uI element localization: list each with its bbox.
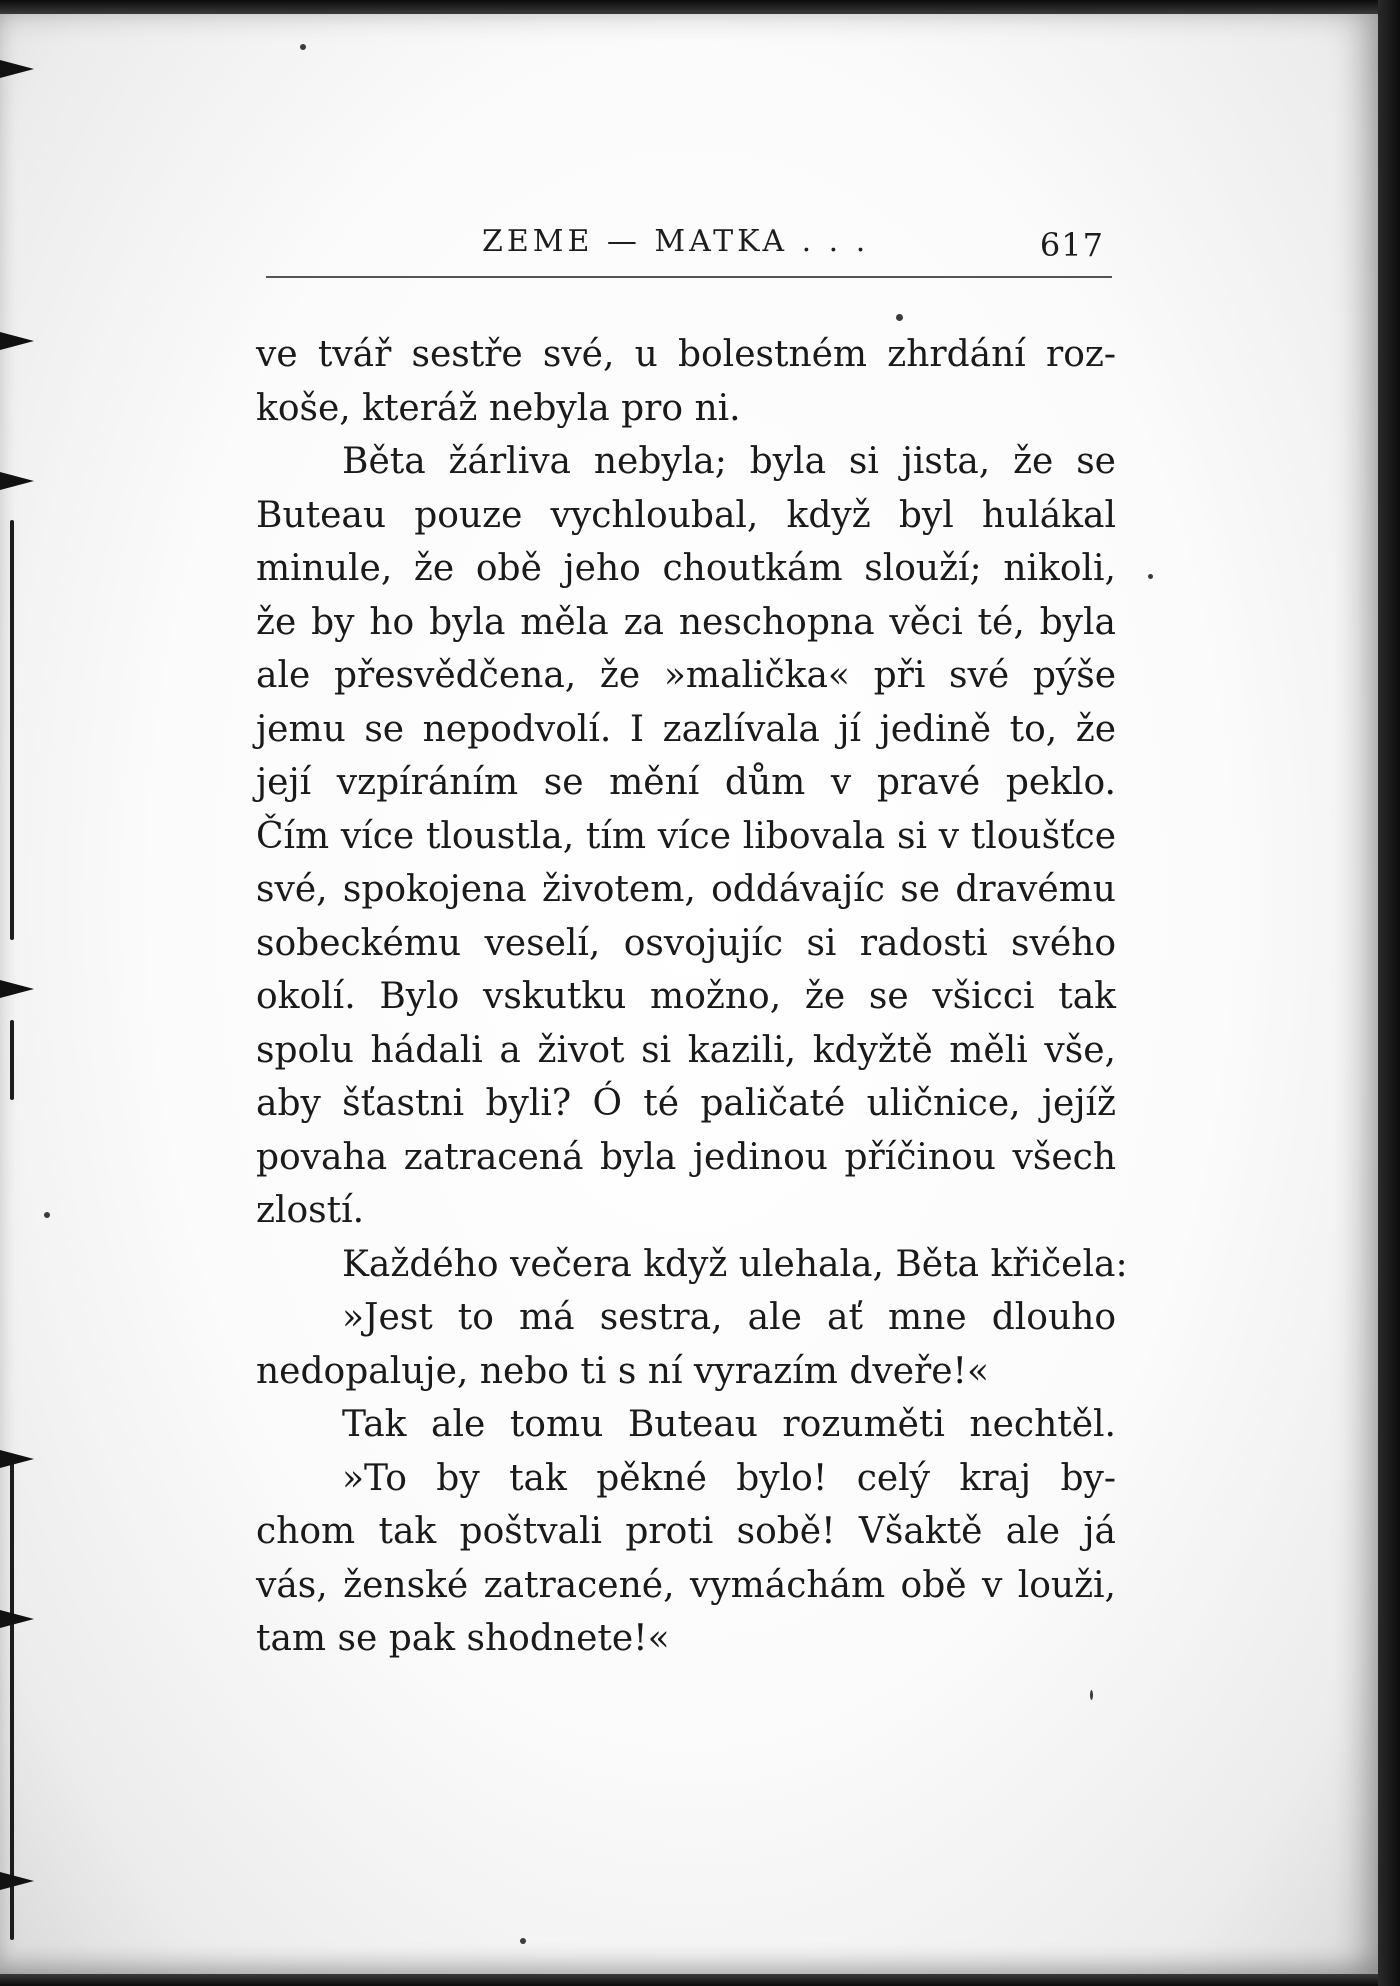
dust-speck <box>520 1938 526 1944</box>
text-line: okolí. Bylo vskutku možno, že se všicci tak <box>256 976 1116 1017</box>
text-line: tam se pak shodnete!« <box>256 1618 670 1659</box>
running-title: ZEME — MATKA . . . <box>482 224 870 259</box>
dust-speck <box>300 44 306 50</box>
page-number: 617 <box>1039 226 1104 264</box>
text-line: zlostí. <box>256 1190 365 1231</box>
text-line: vás, ženské zatracené, vymáchám obě v louži, <box>256 1564 1116 1606</box>
text-line: koše, kteráž nebyla pro ni. <box>256 387 741 429</box>
text-line: Tak ale tomu Buteau rozuměti nechtěl. <box>342 1404 1116 1445</box>
text-line: minule, že obě jeho choutkám slouží; nikoli, <box>256 548 1116 589</box>
scan-edge-bottom <box>0 1974 1400 1986</box>
text-line: »To by tak pěkné bylo! celý kraj by- <box>342 1457 1116 1499</box>
text-line: Buteau pouze vychloubal, když byl hulákal <box>256 494 1116 536</box>
text-line: Běta žárliva nebyla; byla si jista, že se <box>342 441 1116 482</box>
text-line: nedopaluje, nebo ti s ní vyrazím dveře!« <box>256 1350 990 1392</box>
text-line: spolu hádali a život si kazili, kdyžtě měli vše, <box>256 1029 1116 1071</box>
text-line: její vzpíráním se mění dům v pravé peklo. <box>256 762 1116 803</box>
dust-speck <box>44 1212 50 1218</box>
margin-mark <box>0 1872 34 1890</box>
margin-mark <box>0 332 34 350</box>
scan-edge-top <box>0 0 1400 14</box>
body-text <box>256 328 1128 1666</box>
dust-speck <box>1148 574 1153 579</box>
margin-mark <box>0 980 34 998</box>
text-line: chom tak poštvali proti sobě! Všaktě ale já <box>256 1511 1116 1552</box>
text-line: ale přesvědčena, že »malička« při své pýše <box>256 655 1116 696</box>
text-line: Každého večera když ulehala, Běta křičela: <box>342 1243 1128 1285</box>
binding-shadow-line <box>10 1020 14 1100</box>
text-line: ve tvář sestře své, u bolestném zhrdání roz- <box>256 334 1116 375</box>
margin-mark <box>0 472 34 490</box>
text-line: sobeckému veselí, osvojujíc si radosti svého <box>256 922 1116 964</box>
text-line: své, spokojena životem, oddávajíc se dravému <box>256 869 1116 910</box>
margin-mark <box>0 1450 34 1468</box>
text-line: že by ho byla měla za neschopna věci té, byla <box>256 601 1116 643</box>
dust-speck <box>1090 1690 1093 1700</box>
dust-speck <box>896 314 903 321</box>
text-line: jemu se nepodvolí. I zazlívala jí jedině to, že <box>256 708 1116 750</box>
text-line: povaha zatracená byla jedinou příčinou všech <box>256 1136 1116 1178</box>
margin-mark <box>0 1610 34 1628</box>
text-line: aby šťastni byli? Ó té paličaté uličnice, jejíž <box>256 1083 1116 1124</box>
scan-edge-right <box>1378 0 1400 1986</box>
binding-shadow-line <box>10 520 14 940</box>
margin-mark <box>0 60 34 78</box>
header-rule <box>266 276 1112 278</box>
text-line: Čím více tloustla, tím více libovala si v tloušťce <box>256 815 1116 857</box>
text-line: »Jest to má sestra, ale ať mne dlouho <box>342 1297 1116 1338</box>
page-header <box>266 224 1112 280</box>
binding-shadow-line <box>10 1460 14 1940</box>
